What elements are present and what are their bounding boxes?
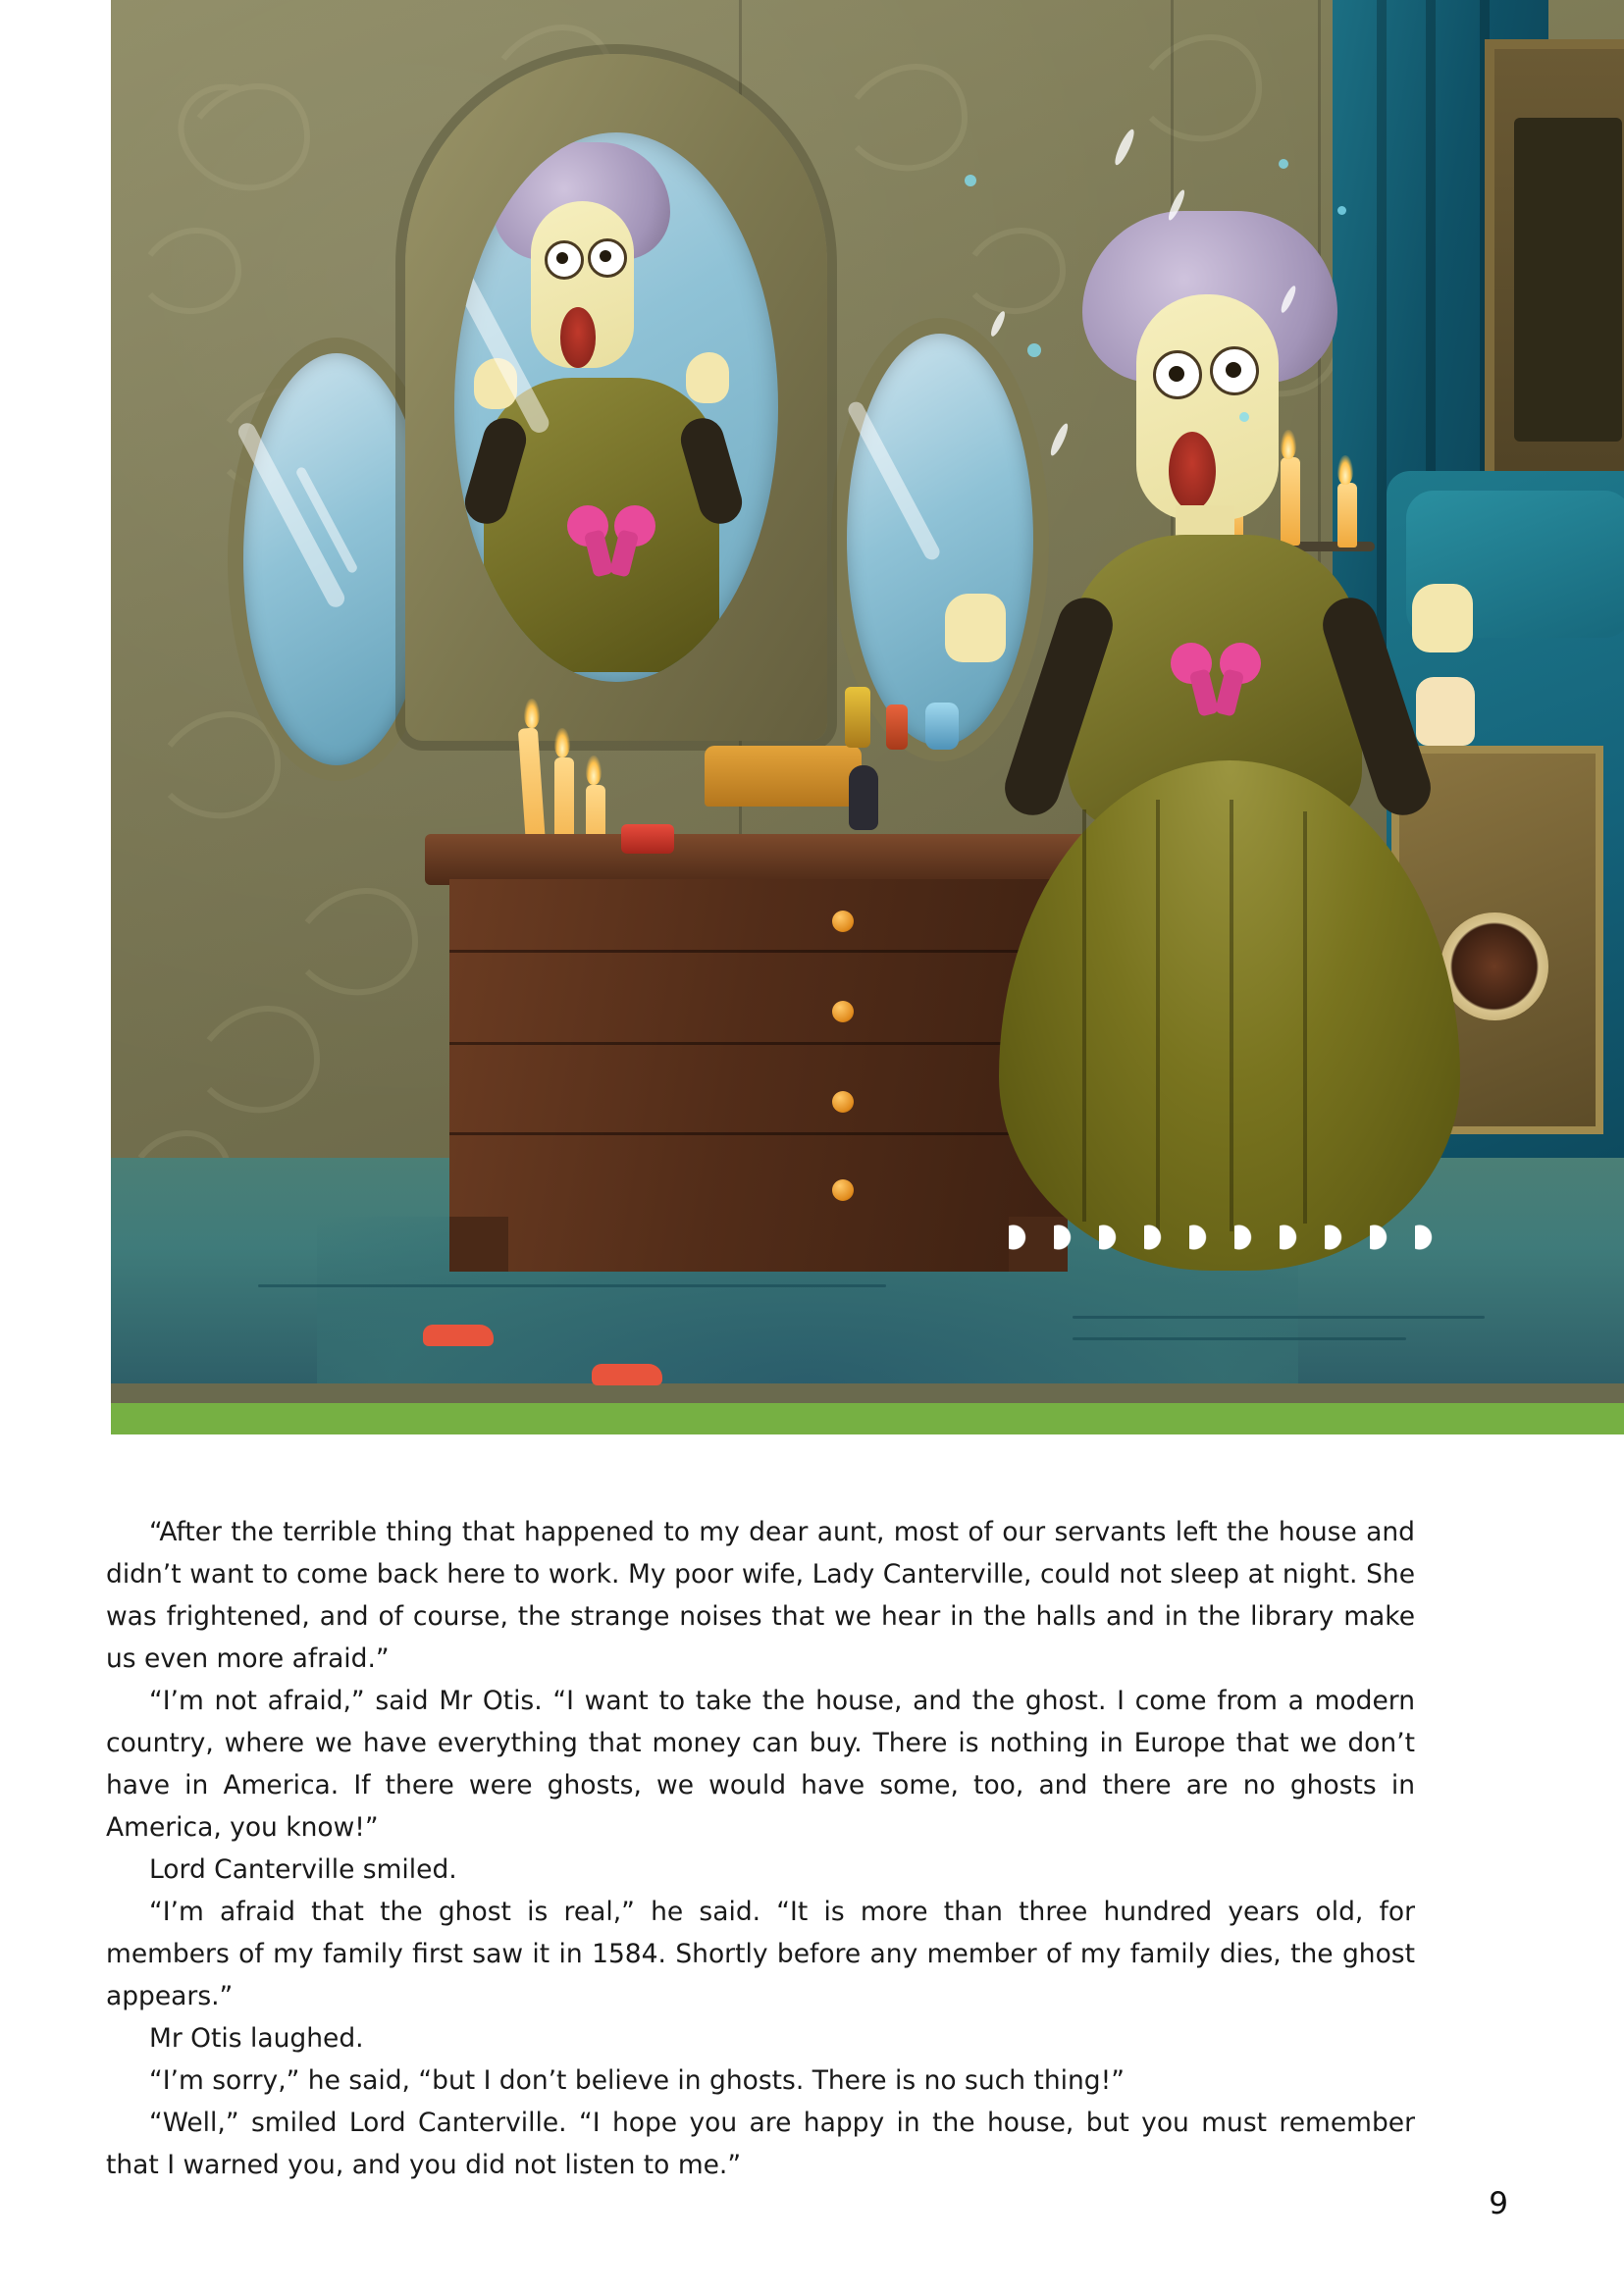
reflection-pupil-left xyxy=(556,252,568,264)
paragraph-3: Lord Canterville smiled. xyxy=(149,1854,457,1885)
hair-brush xyxy=(849,765,878,830)
perfume-bottle xyxy=(886,704,908,750)
perfume-bottle xyxy=(925,703,959,750)
candle-flame xyxy=(524,699,540,728)
mirror-shine xyxy=(236,420,347,610)
lady-pupil-right xyxy=(1226,362,1241,378)
lady-hand-right xyxy=(1412,584,1473,652)
lady-character xyxy=(974,211,1524,1320)
paragraph-2: “I’m not afraid,” said Mr Otis. “I want to take the house, and the ghost. I come from a modern country, where we have everything that money can buy. There is nothing in Europe that we don’t have in America. If there were ghosts, we would have some, too, and there are no ghosts in America, you know!” xyxy=(106,1686,1415,1843)
lady-mouth-screaming xyxy=(1169,432,1216,510)
lady-pupil-left xyxy=(1169,366,1184,382)
drawer-knob[interactable] xyxy=(832,1091,854,1113)
sparkle xyxy=(1337,206,1346,215)
candle-flame xyxy=(586,756,602,785)
illustration xyxy=(111,0,1624,1434)
lady-bow xyxy=(1171,643,1261,702)
skirt-fold xyxy=(1230,800,1233,1231)
mirror-reflection-lady xyxy=(454,132,778,682)
sparkle xyxy=(1279,159,1288,169)
jewellery-box xyxy=(705,746,862,807)
paragraph-7: “Well,” smiled Lord Canterville. “I hope you are happy in the house, but you must remember that I warned you, and you did not listen to me.” xyxy=(106,2108,1415,2180)
accent-bar xyxy=(111,1403,1624,1434)
floor-line xyxy=(1073,1337,1406,1340)
illustration-canvas xyxy=(111,0,1624,1434)
drawer-knob[interactable] xyxy=(832,1179,854,1201)
shoe xyxy=(592,1364,662,1385)
dresser-leg xyxy=(449,1217,508,1272)
paragraph-5: Mr Otis laughed. xyxy=(149,2023,364,2054)
reflection-hand-right xyxy=(686,352,729,403)
drawer-knob[interactable] xyxy=(832,1001,854,1022)
bed-headboard-panel xyxy=(1514,118,1622,442)
perfume-bottle xyxy=(845,687,870,748)
mirror-left-wing xyxy=(243,353,430,765)
drawer-knob[interactable] xyxy=(832,911,854,932)
paragraph-6: “I’m sorry,” he said, “but I don’t believe in ghosts. There is no such thing!” xyxy=(149,2065,1125,2096)
paragraph-1: “After the terrible thing that happened to my dear aunt, most of our servants left the house and didn’t want to come back here to work. My poor wife, Lady Canterville, could not sleep at night. She was frightened, and of course, the strange noises that we hear in the halls and in the library make us even more afraid.” xyxy=(106,1517,1415,1674)
skirt-lace-hem xyxy=(1009,1222,1450,1261)
body-text xyxy=(106,1511,1415,2186)
mirror-main-glass xyxy=(454,132,778,682)
skirt-fold xyxy=(1156,800,1160,1231)
page-number: 9 xyxy=(1489,2186,1508,2221)
reflection-pupil-right xyxy=(600,250,611,262)
floor-line xyxy=(258,1284,886,1287)
sparkle xyxy=(965,175,976,186)
lady-hand-left xyxy=(945,594,1006,662)
candle-flame xyxy=(554,728,570,757)
sparkle xyxy=(1239,412,1249,422)
rouge-pot xyxy=(621,824,674,854)
reflection-mouth xyxy=(560,307,596,368)
mirror-shine xyxy=(846,399,943,562)
shoe xyxy=(423,1325,494,1346)
paragraph-4: “I’m afraid that the ghost is real,” he said. “It is more than three hundred years old, for members of my family first saw it in 1584. Shortly before any member of my family dies, the ghost appears.” xyxy=(106,1897,1415,2011)
skirt-fold xyxy=(1303,811,1307,1224)
skirt-fold xyxy=(1082,809,1086,1222)
sparkle xyxy=(1027,343,1041,357)
reflection-bow xyxy=(567,505,657,564)
